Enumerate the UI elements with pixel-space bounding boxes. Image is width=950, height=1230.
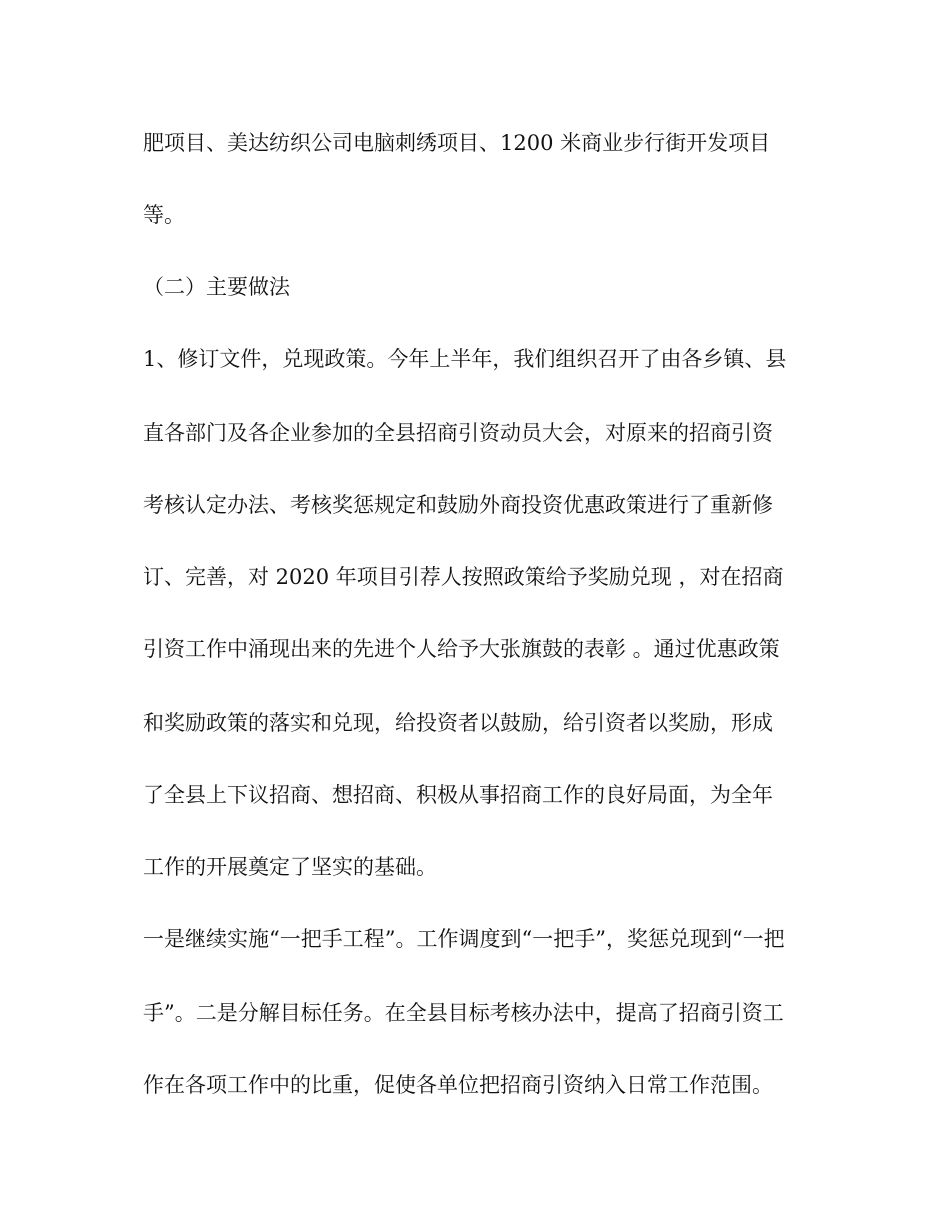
paragraph-line: 作在各项工作中的比重，促使各单位把招商引资纳入日常工作范围。	[143, 1073, 773, 1097]
paragraph-line: 直各部门及各企业参加的全县招商引资动员大会，对原来的招商引资	[143, 421, 773, 445]
paragraph-line: 考核认定办法、考核奖惩规定和鼓励外商投资优惠政策进行了重新修	[143, 493, 773, 517]
paragraph-line: 订、完善，对 2020 年项目引荐人按照政策给予奖励兑现 ，对在招商	[143, 565, 784, 589]
paragraph-line: 一是继续实施“一把手工程”。工作调度到“一把手”，奖惩兑现到“一把	[143, 927, 785, 951]
paragraph-line: 了全县上下议招商、想招商、积极从事招商工作的良好局面，为全年	[143, 783, 773, 807]
paragraph-line: 肥项目、美达纺织公司电脑刺绣项目、1200 米商业步行街开发项目	[143, 131, 771, 155]
paragraph-line: 手”。二是分解目标任务。在全县目标考核办法中，提高了招商引资工	[143, 1001, 784, 1025]
paragraph-line: 和奖励政策的落实和兑现，给投资者以鼓励，给引资者以奖励，形成	[143, 711, 773, 735]
paragraph-line: 等。	[143, 203, 185, 227]
paragraph-line: 引资工作中涌现出来的先进个人给予大张旗鼓的表彰 。通过优惠政策	[143, 637, 780, 661]
paragraph-line: 1、修订文件，兑现政策。今年上半年，我们组织召开了由各乡镇、县	[143, 347, 787, 371]
section-heading: （二）主要做法	[143, 275, 290, 299]
paragraph-line: 工作的开展奠定了坚实的基础。	[143, 855, 437, 879]
